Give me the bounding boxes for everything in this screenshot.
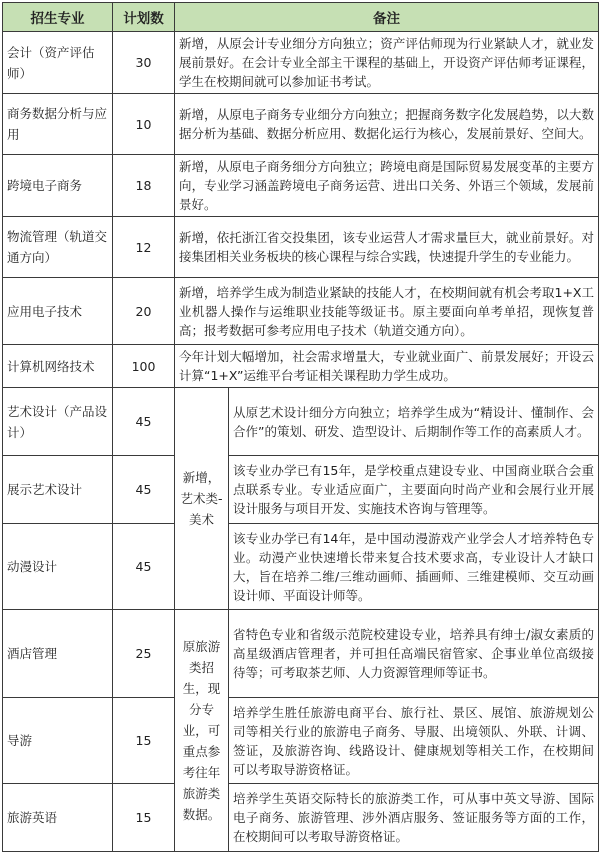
plan-cell: 15 <box>113 784 175 852</box>
major-cell: 艺术设计（产品设计） <box>3 388 113 456</box>
plan-cell: 30 <box>113 32 175 94</box>
table-row <box>3 217 599 278</box>
major-cell: 旅游英语 <box>3 784 113 852</box>
plan-cell: 45 <box>113 388 175 456</box>
note-cell: 培养学生英语交际特长的旅游类工作，可从事中英文导游、国际电子商务、旅游管理、涉外酒店服务、签证服务等方面的工作，在校期间可以考取导游资格证。 <box>229 784 599 852</box>
major-cell: 应用电子技术 <box>3 278 113 345</box>
table-row <box>3 388 599 456</box>
major-cell: 商务数据分析与应用 <box>3 94 113 155</box>
note-cell: 新增，从原电子商务细分方向独立；跨境电商是国际贸易发展变革的主要方向，专业学习涵盖跨境电子商务运营、进出口关务、外语三个领域，发展前景好。 <box>175 155 599 217</box>
note-cell: 新增，从原电子商务专业细分方向独立；把握商务数字化发展趋势，以大数据分析为基础、数据分析应用、数据化运行为核心，发展前景好、空间大。 <box>175 94 599 155</box>
table-row <box>3 524 599 610</box>
enrollment-table <box>2 2 599 852</box>
plan-cell: 45 <box>113 456 175 524</box>
table-row <box>3 610 599 698</box>
plan-cell: 15 <box>113 698 175 784</box>
major-cell: 酒店管理 <box>3 610 113 698</box>
major-cell: 动漫设计 <box>3 524 113 610</box>
table-header-row <box>3 3 599 32</box>
note-cell: 新增，培养学生成为制造业紧缺的技能人才，在校期间就有机会考取1+X工业机器人操作与运维职业技能等级证书。原主要面向单考单招，现恢复普高；报考数据可参考应用电子技术（轨道交通方向）。 <box>175 278 599 345</box>
major-cell: 跨境电子商务 <box>3 155 113 217</box>
table-row <box>3 32 599 94</box>
note-cell: 新增，依托浙江省交投集团，该专业运营人才需求量巨大，就业前景好。对接集团相关业务板块的核心课程与综合实践，快速提升学生的专业能力。 <box>175 217 599 278</box>
art-group-label: 新增，艺术类-美术 <box>175 388 229 610</box>
plan-cell: 100 <box>113 345 175 388</box>
plan-cell: 12 <box>113 217 175 278</box>
note-cell: 今年计划大幅增加，社会需求增量大，专业就业面广、前景发展好；开设云计算“1+X”运维平台考证相关课程助力学生成功。 <box>175 345 599 388</box>
plan-cell: 25 <box>113 610 175 698</box>
plan-cell: 45 <box>113 524 175 610</box>
note-cell: 新增，从原会计专业细分方向独立；资产评估师现为行业紧缺人才，就业发展前景好。在会计专业全部主干课程的基础上，开设资产评估师考证课程，学生在校期间就可以参加证书考试。 <box>175 32 599 94</box>
plan-cell: 18 <box>113 155 175 217</box>
table-row <box>3 698 599 784</box>
note-cell: 培养学生胜任旅游电商平台、旅行社、景区、展馆、旅游规划公司等相关行业的旅游电子商务、导服、出境领队、外联、计调、签证，及旅游咨询、线路设计、健康规划等相关工作，在校期间可以考取导游资格证。 <box>229 698 599 784</box>
major-cell: 会计（资产评估师） <box>3 32 113 94</box>
note-cell: 该专业办学已有14年，是中国动漫游戏产业学会人才培养特色专业。动漫产业快速增长带来复合技术要求高，专业设计人才缺口大，旨在培养二维/三维动画师、插画师、三维建模师、交互动画设计师、平面设计师等。 <box>229 524 599 610</box>
note-cell: 省特色专业和省级示范院校建设专业，培养具有绅士/淑女素质的高星级酒店管理者，并可担任高端民宿管家、企事业单位高级接待等；可考取茶艺师、人力资源管理师等证书。 <box>229 610 599 698</box>
major-cell: 计算机网络技术 <box>3 345 113 388</box>
note-cell: 从原艺术设计细分方向独立；培养学生成为“精设计、懂制作、会合作”的策划、研发、造型设计、后期制作等工作的高素质人才。 <box>229 388 599 456</box>
table-row <box>3 94 599 155</box>
header-plan: 计划数 <box>113 3 175 32</box>
tourism-group-label: 原旅游类招生，现分专业，可重点参考往年旅游类数据。 <box>175 610 229 852</box>
table-row <box>3 784 599 852</box>
note-cell: 该专业办学已有15年，是学校重点建设专业、中国商业联合会重点联系专业。专业适应面广，主要面向时尚产业和会展行业开展设计服务与项目开发、实施技术咨询与管理等。 <box>229 456 599 524</box>
header-major: 招生专业 <box>3 3 113 32</box>
plan-cell: 20 <box>113 278 175 345</box>
table-row <box>3 155 599 217</box>
table-row <box>3 278 599 345</box>
table-row <box>3 345 599 388</box>
header-note: 备注 <box>175 3 599 32</box>
major-cell: 展示艺术设计 <box>3 456 113 524</box>
plan-cell: 10 <box>113 94 175 155</box>
major-cell: 物流管理（轨道交通方向） <box>3 217 113 278</box>
major-cell: 导游 <box>3 698 113 784</box>
table-row <box>3 456 599 524</box>
